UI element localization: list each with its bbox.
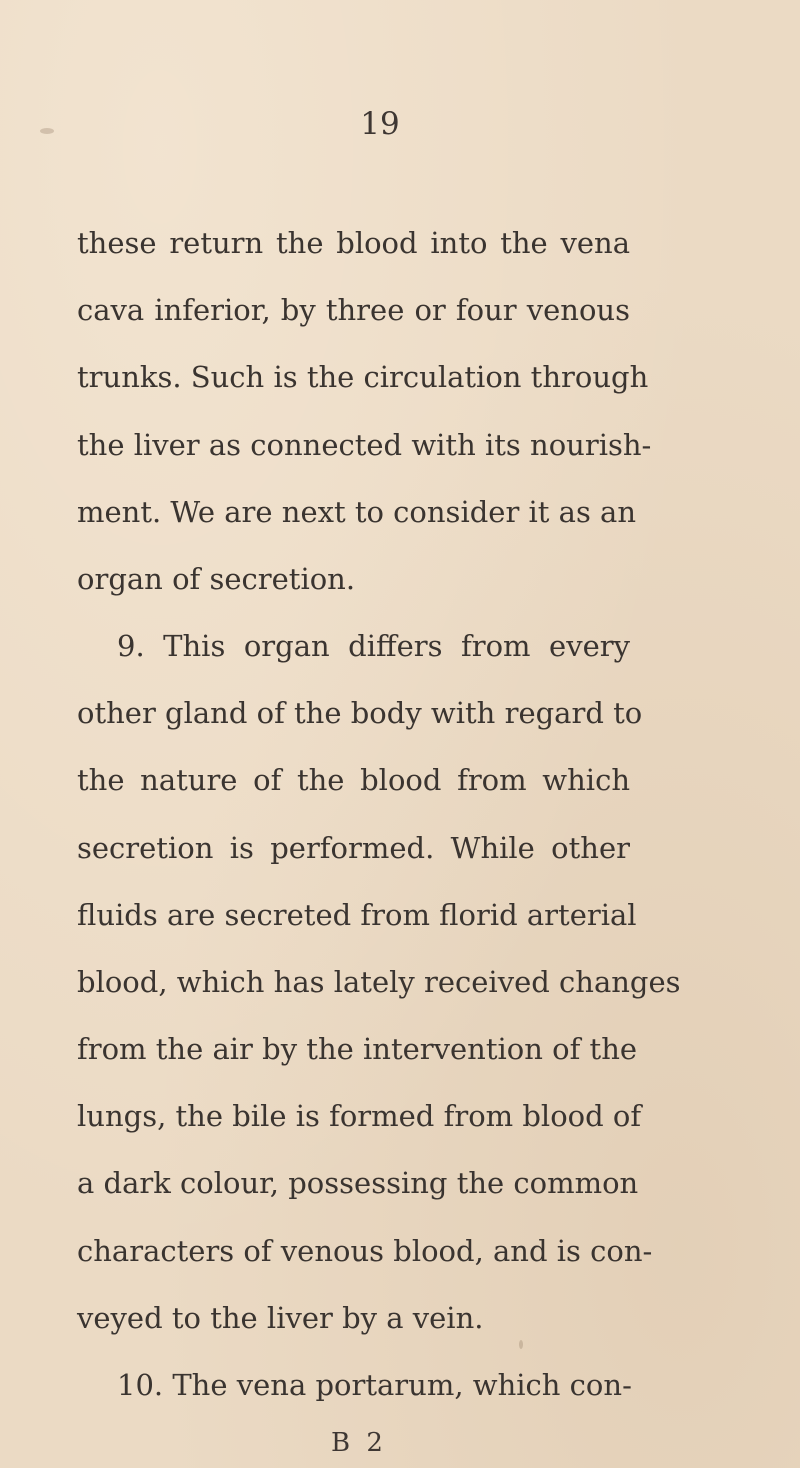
text-line: secretion is performed. While other: [77, 831, 630, 865]
text-line: cava inferior, by three or four venous: [77, 293, 630, 327]
text-line: organ of secretion.: [77, 562, 356, 596]
text-line: ment. We are next to consider it as an: [77, 495, 637, 529]
text-line: a dark colour, possessing the common: [77, 1166, 639, 1200]
text-line: veyed to the liver by a vein.: [77, 1301, 484, 1335]
text-line: the liver as connected with its nourish-: [77, 428, 652, 462]
paragraph-start-line: 9. This organ differs from every: [117, 629, 630, 663]
text-line: the nature of the blood from which: [77, 763, 630, 797]
text-line: trunks. Such is the circulation through: [77, 360, 649, 394]
text-line: other gland of the body with regard to: [77, 696, 643, 730]
text-line: these return the blood into the vena: [77, 226, 630, 260]
page-number: 19: [360, 106, 400, 142]
paragraph-start-line: 10. The vena portarum, which con-: [117, 1368, 632, 1402]
text-line: fluids are secreted from florid arterial: [77, 898, 637, 932]
text-line: lungs, the bile is formed from blood of: [77, 1099, 642, 1133]
text-line: characters of venous blood, and is con-: [77, 1234, 653, 1268]
signature-mark: B 2: [331, 1428, 387, 1458]
text-line: blood, which has lately received changes: [77, 965, 681, 999]
text-line: from the air by the intervention of the: [77, 1032, 638, 1066]
